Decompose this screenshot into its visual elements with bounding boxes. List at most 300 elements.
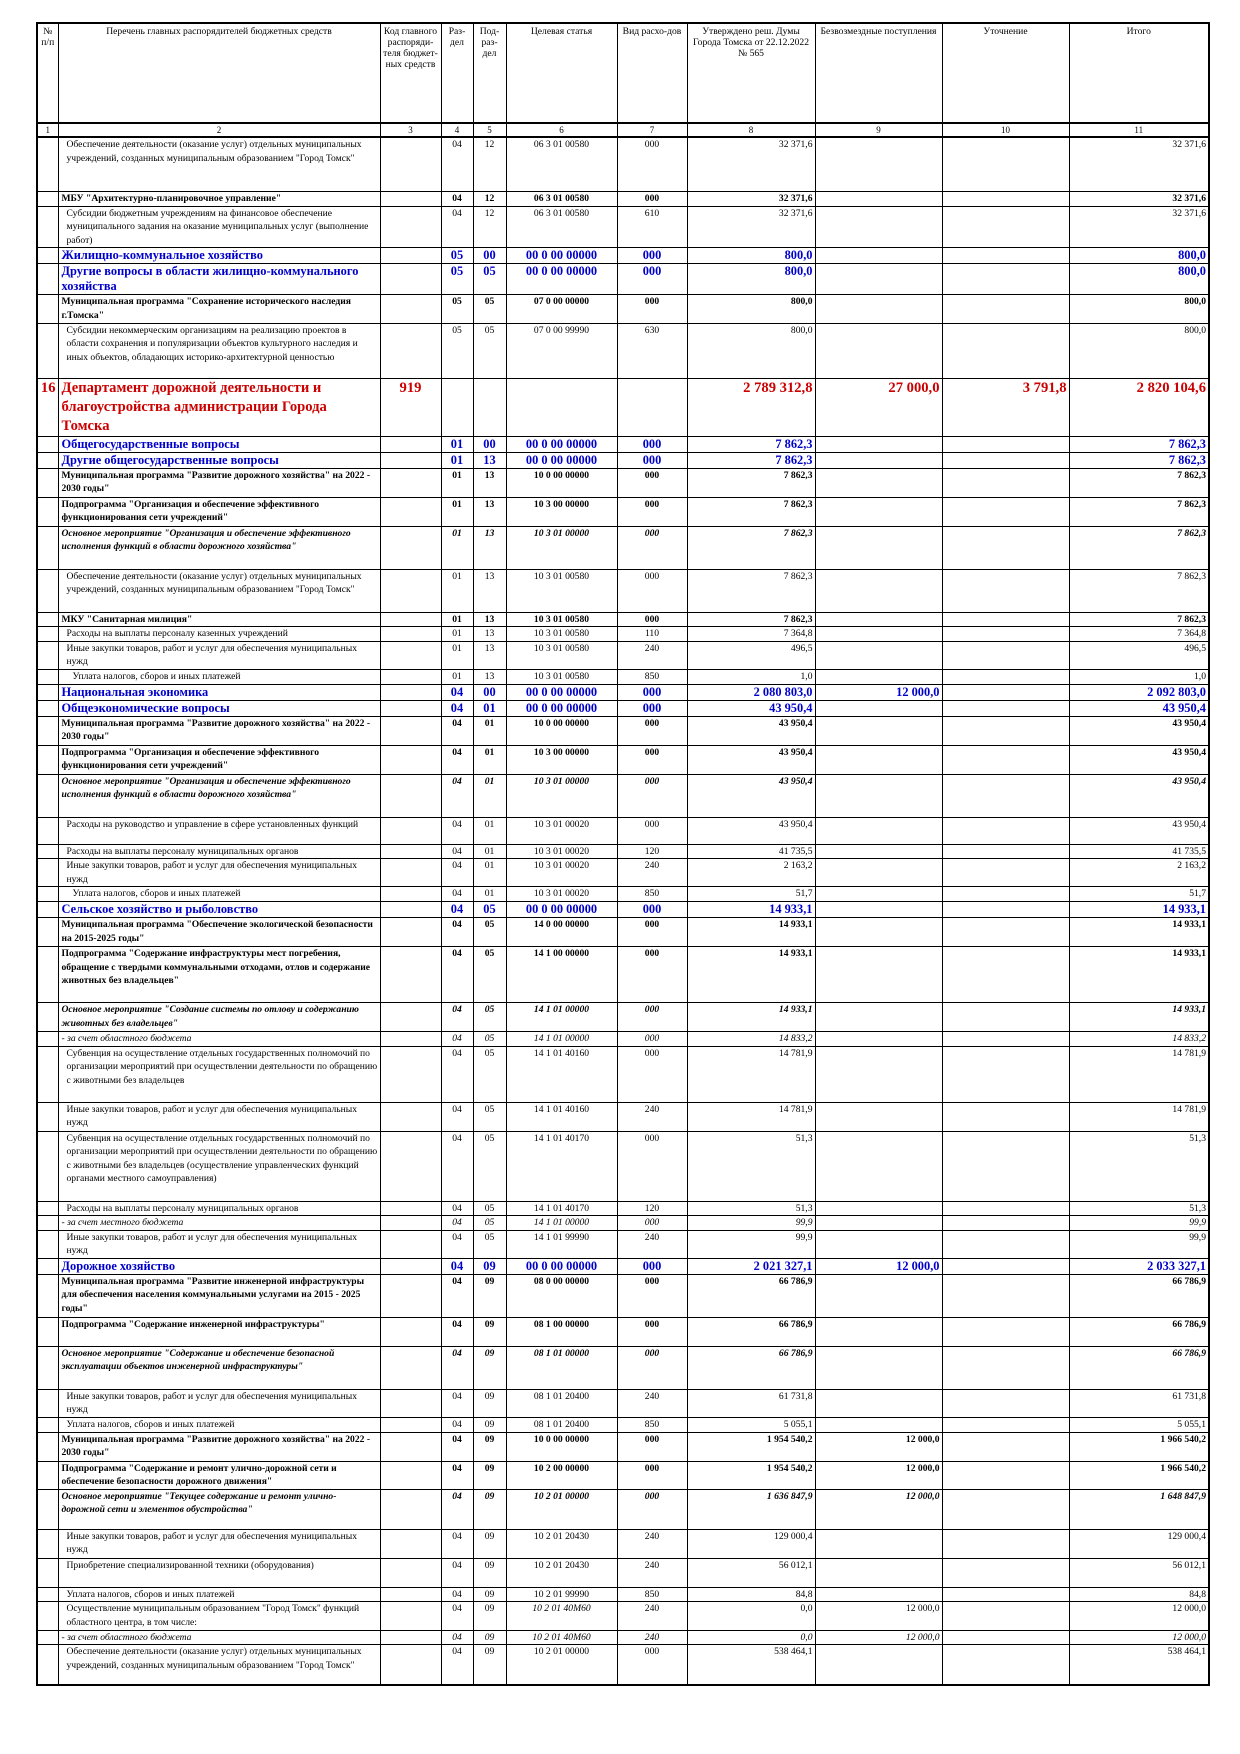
col-number: 1 bbox=[37, 123, 58, 137]
row-section: 04 bbox=[441, 1201, 473, 1216]
row-target-article: 00 0 00 00000 bbox=[506, 264, 617, 295]
row-approved: 538 464,1 bbox=[687, 1645, 815, 1686]
row-name: Расходы на руководство и управление в сфере установленных функций bbox=[58, 817, 380, 844]
row-total: 51,3 bbox=[1069, 1201, 1209, 1216]
row-name: Расходы на выплаты персоналу муниципальных органов bbox=[58, 1201, 380, 1216]
header-subsection: Под-раз-дел bbox=[473, 23, 506, 123]
row-name: Субвенция на осуществление отдельных государственных полномочий по организации мероприятий при осуществлении деятельности по обращению с животными без владельцев (осуществление управленческих функций органами местного самоуправления) bbox=[58, 1131, 380, 1201]
row-section: 04 bbox=[441, 1102, 473, 1131]
row-adjustment bbox=[942, 1418, 1069, 1433]
row-subsection: 12 bbox=[473, 137, 506, 192]
row-target-article: 14 1 01 00000 bbox=[506, 1031, 617, 1046]
row-subsection: 01 bbox=[473, 887, 506, 902]
row-number bbox=[37, 1131, 58, 1201]
row-total: 1 966 540,2 bbox=[1069, 1432, 1209, 1461]
col-number: 8 bbox=[687, 123, 815, 137]
table-row bbox=[37, 817, 1209, 844]
row-approved: 7 862,3 bbox=[687, 468, 815, 497]
row-number bbox=[37, 1558, 58, 1587]
row-manager-code bbox=[380, 641, 441, 669]
row-section: 04 bbox=[441, 1216, 473, 1231]
row-target-article: 10 3 01 00020 bbox=[506, 817, 617, 844]
row-target-article: 10 3 01 00580 bbox=[506, 669, 617, 684]
row-name: Другие вопросы в области жилищно-коммунального хозяйства bbox=[58, 264, 380, 295]
row-target-article: 14 1 01 40170 bbox=[506, 1131, 617, 1201]
row-section: 04 bbox=[441, 192, 473, 207]
row-number bbox=[37, 627, 58, 642]
row-free-receipts bbox=[815, 497, 942, 526]
row-manager-code bbox=[380, 1102, 441, 1131]
row-free-receipts bbox=[815, 700, 942, 716]
row-expense-type: 000 bbox=[617, 716, 687, 745]
row-free-receipts bbox=[815, 1587, 942, 1602]
row-adjustment bbox=[942, 1031, 1069, 1046]
table-row bbox=[37, 1432, 1209, 1461]
table-row bbox=[37, 1317, 1209, 1346]
row-manager-code bbox=[380, 264, 441, 295]
row-free-receipts bbox=[815, 612, 942, 627]
row-name: Подпрограмма "Организация и обеспечение эффективного функционирования сети учреждений" bbox=[58, 497, 380, 526]
row-target-article: 10 3 01 00020 bbox=[506, 859, 617, 887]
row-expense-type: 000 bbox=[617, 295, 687, 323]
row-name: Иные закупки товаров, работ и услуг для обеспечения муниципальных нужд bbox=[58, 1529, 380, 1558]
row-total: 7 364,8 bbox=[1069, 627, 1209, 642]
row-manager-code bbox=[380, 1587, 441, 1602]
row-approved: 14 933,1 bbox=[687, 917, 815, 946]
row-manager-code bbox=[380, 1230, 441, 1258]
table-row bbox=[37, 1002, 1209, 1031]
row-subsection: 13 bbox=[473, 627, 506, 642]
row-expense-type: 000 bbox=[617, 700, 687, 716]
row-expense-type: 000 bbox=[617, 612, 687, 627]
row-approved: 7 862,3 bbox=[687, 452, 815, 468]
table-row bbox=[37, 1258, 1209, 1274]
row-name: МБУ "Архитектурно-планировочное управление" bbox=[58, 192, 380, 207]
row-approved: 14 933,1 bbox=[687, 901, 815, 917]
row-expense-type: 000 bbox=[617, 1317, 687, 1346]
row-subsection: 01 bbox=[473, 774, 506, 817]
row-number bbox=[37, 700, 58, 716]
table-row bbox=[37, 323, 1209, 378]
row-manager-code bbox=[380, 1201, 441, 1216]
row-manager-code bbox=[380, 1558, 441, 1587]
table-row bbox=[37, 946, 1209, 1002]
row-total: 2 092 803,0 bbox=[1069, 684, 1209, 700]
table-row bbox=[37, 1102, 1209, 1131]
row-manager-code bbox=[380, 844, 441, 859]
row-number bbox=[37, 1602, 58, 1630]
row-name: Осуществление муниципальным образованием "Город Томск" функций областного центра, в том числе: bbox=[58, 1602, 380, 1630]
row-free-receipts bbox=[815, 192, 942, 207]
row-total: 43 950,4 bbox=[1069, 817, 1209, 844]
row-approved: 56 012,1 bbox=[687, 1558, 815, 1587]
table-row bbox=[37, 1602, 1209, 1630]
row-target-article: 14 1 01 00000 bbox=[506, 1216, 617, 1231]
row-target-article: 10 3 01 00580 bbox=[506, 569, 617, 612]
row-free-receipts bbox=[815, 137, 942, 192]
row-adjustment bbox=[942, 1602, 1069, 1630]
col-number: 2 bbox=[58, 123, 380, 137]
row-target-article: 06 3 01 00580 bbox=[506, 206, 617, 248]
row-name: Жилищно-коммунальное хозяйство bbox=[58, 248, 380, 264]
row-manager-code bbox=[380, 1258, 441, 1274]
row-name: Общеэкономические вопросы bbox=[58, 700, 380, 716]
row-adjustment bbox=[942, 1317, 1069, 1346]
row-name: Основное мероприятие "Содержание и обеспечение безопасной эксплуатации объектов инженерной инфраструктуры" bbox=[58, 1346, 380, 1389]
row-adjustment bbox=[942, 468, 1069, 497]
table-row bbox=[37, 1131, 1209, 1201]
budget-sheet bbox=[36, 22, 1208, 1686]
table-row bbox=[37, 887, 1209, 902]
row-approved: 7 364,8 bbox=[687, 627, 815, 642]
row-adjustment bbox=[942, 684, 1069, 700]
row-section: 04 bbox=[441, 206, 473, 248]
table-row bbox=[37, 1274, 1209, 1317]
row-name: Обеспечение деятельности (оказание услуг) отдельных муниципальных учреждений, созданных муниципальным образованием "Город Томск" bbox=[58, 137, 380, 192]
row-expense-type: 000 bbox=[617, 1216, 687, 1231]
row-total: 32 371,6 bbox=[1069, 206, 1209, 248]
row-manager-code: 919 bbox=[380, 378, 441, 436]
row-subsection: 05 bbox=[473, 1002, 506, 1031]
row-manager-code bbox=[380, 1389, 441, 1417]
row-adjustment bbox=[942, 901, 1069, 917]
row-number bbox=[37, 1274, 58, 1317]
col-number: 5 bbox=[473, 123, 506, 137]
row-approved: 7 862,3 bbox=[687, 497, 815, 526]
row-total: 51,7 bbox=[1069, 887, 1209, 902]
row-number bbox=[37, 901, 58, 917]
row-free-receipts bbox=[815, 859, 942, 887]
table-row bbox=[37, 1529, 1209, 1558]
row-adjustment bbox=[942, 1558, 1069, 1587]
row-name: Уплата налогов, сборов и иных платежей bbox=[58, 669, 380, 684]
row-approved: 496,5 bbox=[687, 641, 815, 669]
row-total: 5 055,1 bbox=[1069, 1418, 1209, 1433]
row-manager-code bbox=[380, 1432, 441, 1461]
row-total: 43 950,4 bbox=[1069, 716, 1209, 745]
row-free-receipts bbox=[815, 844, 942, 859]
table-row bbox=[37, 192, 1209, 207]
row-approved: 800,0 bbox=[687, 264, 815, 295]
row-expense-type: 000 bbox=[617, 137, 687, 192]
row-total: 41 735,5 bbox=[1069, 844, 1209, 859]
row-free-receipts bbox=[815, 669, 942, 684]
budget-table bbox=[36, 22, 1210, 1686]
row-manager-code bbox=[380, 946, 441, 1002]
col-number: 11 bbox=[1069, 123, 1209, 137]
row-total: 7 862,3 bbox=[1069, 526, 1209, 569]
table-row bbox=[37, 774, 1209, 817]
row-name: Другие общегосударственные вопросы bbox=[58, 452, 380, 468]
row-subsection: 09 bbox=[473, 1645, 506, 1686]
row-number bbox=[37, 468, 58, 497]
row-free-receipts bbox=[815, 264, 942, 295]
row-number bbox=[37, 1317, 58, 1346]
row-number bbox=[37, 192, 58, 207]
row-section: 04 bbox=[441, 1645, 473, 1686]
row-approved: 7 862,3 bbox=[687, 569, 815, 612]
table-row bbox=[37, 684, 1209, 700]
row-number bbox=[37, 1102, 58, 1131]
row-expense-type: 240 bbox=[617, 1630, 687, 1645]
row-section: 01 bbox=[441, 627, 473, 642]
row-subsection: 01 bbox=[473, 700, 506, 716]
row-number bbox=[37, 669, 58, 684]
table-row bbox=[37, 295, 1209, 323]
row-subsection: 13 bbox=[473, 641, 506, 669]
row-total: 43 950,4 bbox=[1069, 774, 1209, 817]
row-approved: 7 862,3 bbox=[687, 612, 815, 627]
row-free-receipts: 27 000,0 bbox=[815, 378, 942, 436]
row-adjustment bbox=[942, 1216, 1069, 1231]
row-total: 51,3 bbox=[1069, 1131, 1209, 1201]
row-expense-type: 000 bbox=[617, 1645, 687, 1686]
row-subsection: 13 bbox=[473, 569, 506, 612]
row-free-receipts: 12 000,0 bbox=[815, 1432, 942, 1461]
row-name: Субсидии бюджетным учреждениям на финансовое обеспечение муниципального задания на оказание муниципальных услуг (выполнение работ) bbox=[58, 206, 380, 248]
table-row bbox=[37, 1389, 1209, 1417]
row-name: - за счет областного бюджета bbox=[58, 1630, 380, 1645]
row-name: Дорожное хозяйство bbox=[58, 1258, 380, 1274]
row-total: 14 933,1 bbox=[1069, 1002, 1209, 1031]
row-section: 01 bbox=[441, 669, 473, 684]
table-row bbox=[37, 1418, 1209, 1433]
row-expense-type: 630 bbox=[617, 323, 687, 378]
row-number bbox=[37, 641, 58, 669]
header-expense-type: Вид расхо-дов bbox=[617, 23, 687, 123]
row-name: Подпрограмма "Содержание инфраструктуры мест погребения, обращение с твердыми коммунальными отходами, отлов и содержание животных без владельцев" bbox=[58, 946, 380, 1002]
row-expense-type: 240 bbox=[617, 1102, 687, 1131]
row-total: 56 012,1 bbox=[1069, 1558, 1209, 1587]
row-expense-type: 850 bbox=[617, 1418, 687, 1433]
row-adjustment bbox=[942, 295, 1069, 323]
row-target-article: 08 1 01 00000 bbox=[506, 1346, 617, 1389]
row-subsection: 09 bbox=[473, 1346, 506, 1389]
row-name: Муниципальная программа "Развитие дорожного хозяйства" на 2022 - 2030 годы" bbox=[58, 468, 380, 497]
row-subsection: 05 bbox=[473, 917, 506, 946]
row-subsection: 13 bbox=[473, 497, 506, 526]
row-total: 2 820 104,6 bbox=[1069, 378, 1209, 436]
row-approved: 43 950,4 bbox=[687, 817, 815, 844]
row-name: Основное мероприятие "Организация и обеспечение эффективного исполнения функций в области дорожного хозяйства" bbox=[58, 526, 380, 569]
row-free-receipts bbox=[815, 1558, 942, 1587]
row-total: 99,9 bbox=[1069, 1230, 1209, 1258]
row-approved: 800,0 bbox=[687, 295, 815, 323]
row-expense-type: 000 bbox=[617, 745, 687, 774]
row-target-article: 10 3 01 00580 bbox=[506, 612, 617, 627]
row-expense-type bbox=[617, 378, 687, 436]
row-subsection: 05 bbox=[473, 1201, 506, 1216]
row-target-article: 10 2 01 00000 bbox=[506, 1489, 617, 1529]
row-target-article: 10 3 01 00000 bbox=[506, 526, 617, 569]
row-expense-type: 000 bbox=[617, 917, 687, 946]
row-adjustment bbox=[942, 1346, 1069, 1389]
row-manager-code bbox=[380, 1602, 441, 1630]
row-subsection: 05 bbox=[473, 1230, 506, 1258]
table-row bbox=[37, 1031, 1209, 1046]
row-adjustment bbox=[942, 887, 1069, 902]
row-free-receipts bbox=[815, 295, 942, 323]
row-number bbox=[37, 452, 58, 468]
row-approved: 84,8 bbox=[687, 1587, 815, 1602]
row-expense-type: 000 bbox=[617, 1489, 687, 1529]
row-subsection: 09 bbox=[473, 1630, 506, 1645]
row-target-article: 10 2 01 99990 bbox=[506, 1587, 617, 1602]
row-section: 04 bbox=[441, 1602, 473, 1630]
row-adjustment bbox=[942, 917, 1069, 946]
row-name: Обеспечение деятельности (оказание услуг) отдельных муниципальных учреждений, созданных муниципальным образованием "Город Томск" bbox=[58, 569, 380, 612]
row-number: 16 bbox=[37, 378, 58, 436]
row-free-receipts bbox=[815, 1274, 942, 1317]
row-subsection: 12 bbox=[473, 206, 506, 248]
row-subsection: 01 bbox=[473, 844, 506, 859]
row-total: 7 862,3 bbox=[1069, 468, 1209, 497]
row-name: Основное мероприятие "Организация и обеспечение эффективного исполнения функций в области дорожного хозяйства" bbox=[58, 774, 380, 817]
row-total: 1 966 540,2 bbox=[1069, 1461, 1209, 1489]
row-manager-code bbox=[380, 1274, 441, 1317]
header-adjustment: Уточнение bbox=[942, 23, 1069, 123]
row-name: Субсидии некоммерческим организациям на реализацию проектов в области сохранения и популяризации объектов культурного наследия и иных объектов, обладающих историко-архитектурной ценностью bbox=[58, 323, 380, 378]
row-section: 04 bbox=[441, 1258, 473, 1274]
row-section: 04 bbox=[441, 1002, 473, 1031]
row-expense-type: 000 bbox=[617, 497, 687, 526]
row-target-article: 08 1 00 00000 bbox=[506, 1317, 617, 1346]
row-section: 04 bbox=[441, 1630, 473, 1645]
row-adjustment bbox=[942, 745, 1069, 774]
row-expense-type: 000 bbox=[617, 1046, 687, 1102]
row-number bbox=[37, 859, 58, 887]
row-expense-type: 240 bbox=[617, 1230, 687, 1258]
row-subsection: 13 bbox=[473, 452, 506, 468]
row-subsection: 00 bbox=[473, 684, 506, 700]
row-expense-type: 240 bbox=[617, 859, 687, 887]
row-adjustment bbox=[942, 248, 1069, 264]
row-adjustment bbox=[942, 1489, 1069, 1529]
row-free-receipts bbox=[815, 1346, 942, 1389]
header-section: Раз-дел bbox=[441, 23, 473, 123]
row-target-article: 10 0 00 00000 bbox=[506, 716, 617, 745]
row-free-receipts bbox=[815, 716, 942, 745]
row-number bbox=[37, 295, 58, 323]
row-subsection: 00 bbox=[473, 436, 506, 452]
header-approved: Утверждено реш. Думы Города Томска от 22.12.2022 № 565 bbox=[687, 23, 815, 123]
row-approved: 800,0 bbox=[687, 323, 815, 378]
row-adjustment bbox=[942, 526, 1069, 569]
row-approved: 7 862,3 bbox=[687, 436, 815, 452]
row-expense-type: 000 bbox=[617, 1002, 687, 1031]
row-approved: 1,0 bbox=[687, 669, 815, 684]
row-approved: 1 954 540,2 bbox=[687, 1432, 815, 1461]
row-section: 04 bbox=[441, 1418, 473, 1433]
row-section: 04 bbox=[441, 745, 473, 774]
row-number bbox=[37, 684, 58, 700]
table-row bbox=[37, 1461, 1209, 1489]
row-approved: 32 371,6 bbox=[687, 206, 815, 248]
table-row bbox=[37, 452, 1209, 468]
row-subsection: 09 bbox=[473, 1389, 506, 1417]
table-row bbox=[37, 206, 1209, 248]
row-section: 04 bbox=[441, 946, 473, 1002]
row-total: 800,0 bbox=[1069, 295, 1209, 323]
table-row bbox=[37, 468, 1209, 497]
row-manager-code bbox=[380, 1630, 441, 1645]
column-number-row bbox=[37, 123, 1209, 137]
row-name: Уплата налогов, сборов и иных платежей bbox=[58, 1587, 380, 1602]
row-free-receipts bbox=[815, 887, 942, 902]
row-approved: 2 080 803,0 bbox=[687, 684, 815, 700]
row-manager-code bbox=[380, 887, 441, 902]
table-row bbox=[37, 1558, 1209, 1587]
row-expense-type: 000 bbox=[617, 1461, 687, 1489]
row-expense-type: 000 bbox=[617, 684, 687, 700]
row-total: 66 786,9 bbox=[1069, 1317, 1209, 1346]
row-free-receipts bbox=[815, 901, 942, 917]
row-number bbox=[37, 1645, 58, 1686]
row-expense-type: 000 bbox=[617, 1258, 687, 1274]
row-adjustment bbox=[942, 192, 1069, 207]
row-target-article: 10 3 00 00000 bbox=[506, 497, 617, 526]
row-expense-type: 240 bbox=[617, 1602, 687, 1630]
row-adjustment bbox=[942, 1102, 1069, 1131]
row-number bbox=[37, 774, 58, 817]
row-free-receipts bbox=[815, 436, 942, 452]
row-manager-code bbox=[380, 1002, 441, 1031]
row-name: Расходы на выплаты персоналу казенных учреждений bbox=[58, 627, 380, 642]
row-number bbox=[37, 1418, 58, 1433]
row-subsection: 09 bbox=[473, 1529, 506, 1558]
row-name: Национальная экономика bbox=[58, 684, 380, 700]
row-target-article: 10 2 01 20430 bbox=[506, 1558, 617, 1587]
row-approved: 129 000,4 bbox=[687, 1529, 815, 1558]
row-manager-code bbox=[380, 1645, 441, 1686]
row-free-receipts bbox=[815, 206, 942, 248]
row-total: 66 786,9 bbox=[1069, 1346, 1209, 1389]
row-manager-code bbox=[380, 452, 441, 468]
header-code: Код главного распоряди-теля бюджет-ных средств bbox=[380, 23, 441, 123]
row-number bbox=[37, 1216, 58, 1231]
row-name: Приобретение специализированной техники (оборудования) bbox=[58, 1558, 380, 1587]
row-manager-code bbox=[380, 526, 441, 569]
row-total: 2 163,2 bbox=[1069, 859, 1209, 887]
table-row bbox=[37, 612, 1209, 627]
row-section: 01 bbox=[441, 452, 473, 468]
row-number bbox=[37, 1630, 58, 1645]
row-total: 7 862,3 bbox=[1069, 612, 1209, 627]
row-name: Основное мероприятие "Создание системы по отлову и содержанию животных без владельцев" bbox=[58, 1002, 380, 1031]
row-number bbox=[37, 1461, 58, 1489]
row-number bbox=[37, 1230, 58, 1258]
row-subsection: 05 bbox=[473, 946, 506, 1002]
row-subsection: 12 bbox=[473, 192, 506, 207]
row-target-article: 08 1 01 20400 bbox=[506, 1389, 617, 1417]
row-adjustment bbox=[942, 1201, 1069, 1216]
row-total: 12 000,0 bbox=[1069, 1602, 1209, 1630]
row-name: Общегосударственные вопросы bbox=[58, 436, 380, 452]
row-number bbox=[37, 946, 58, 1002]
row-manager-code bbox=[380, 1131, 441, 1201]
row-free-receipts bbox=[815, 248, 942, 264]
row-manager-code bbox=[380, 436, 441, 452]
row-manager-code bbox=[380, 295, 441, 323]
row-approved: 66 786,9 bbox=[687, 1274, 815, 1317]
row-subsection bbox=[473, 378, 506, 436]
row-manager-code bbox=[380, 627, 441, 642]
row-expense-type: 240 bbox=[617, 641, 687, 669]
row-free-receipts bbox=[815, 1317, 942, 1346]
col-number: 6 bbox=[506, 123, 617, 137]
row-target-article: 00 0 00 00000 bbox=[506, 436, 617, 452]
row-number bbox=[37, 887, 58, 902]
